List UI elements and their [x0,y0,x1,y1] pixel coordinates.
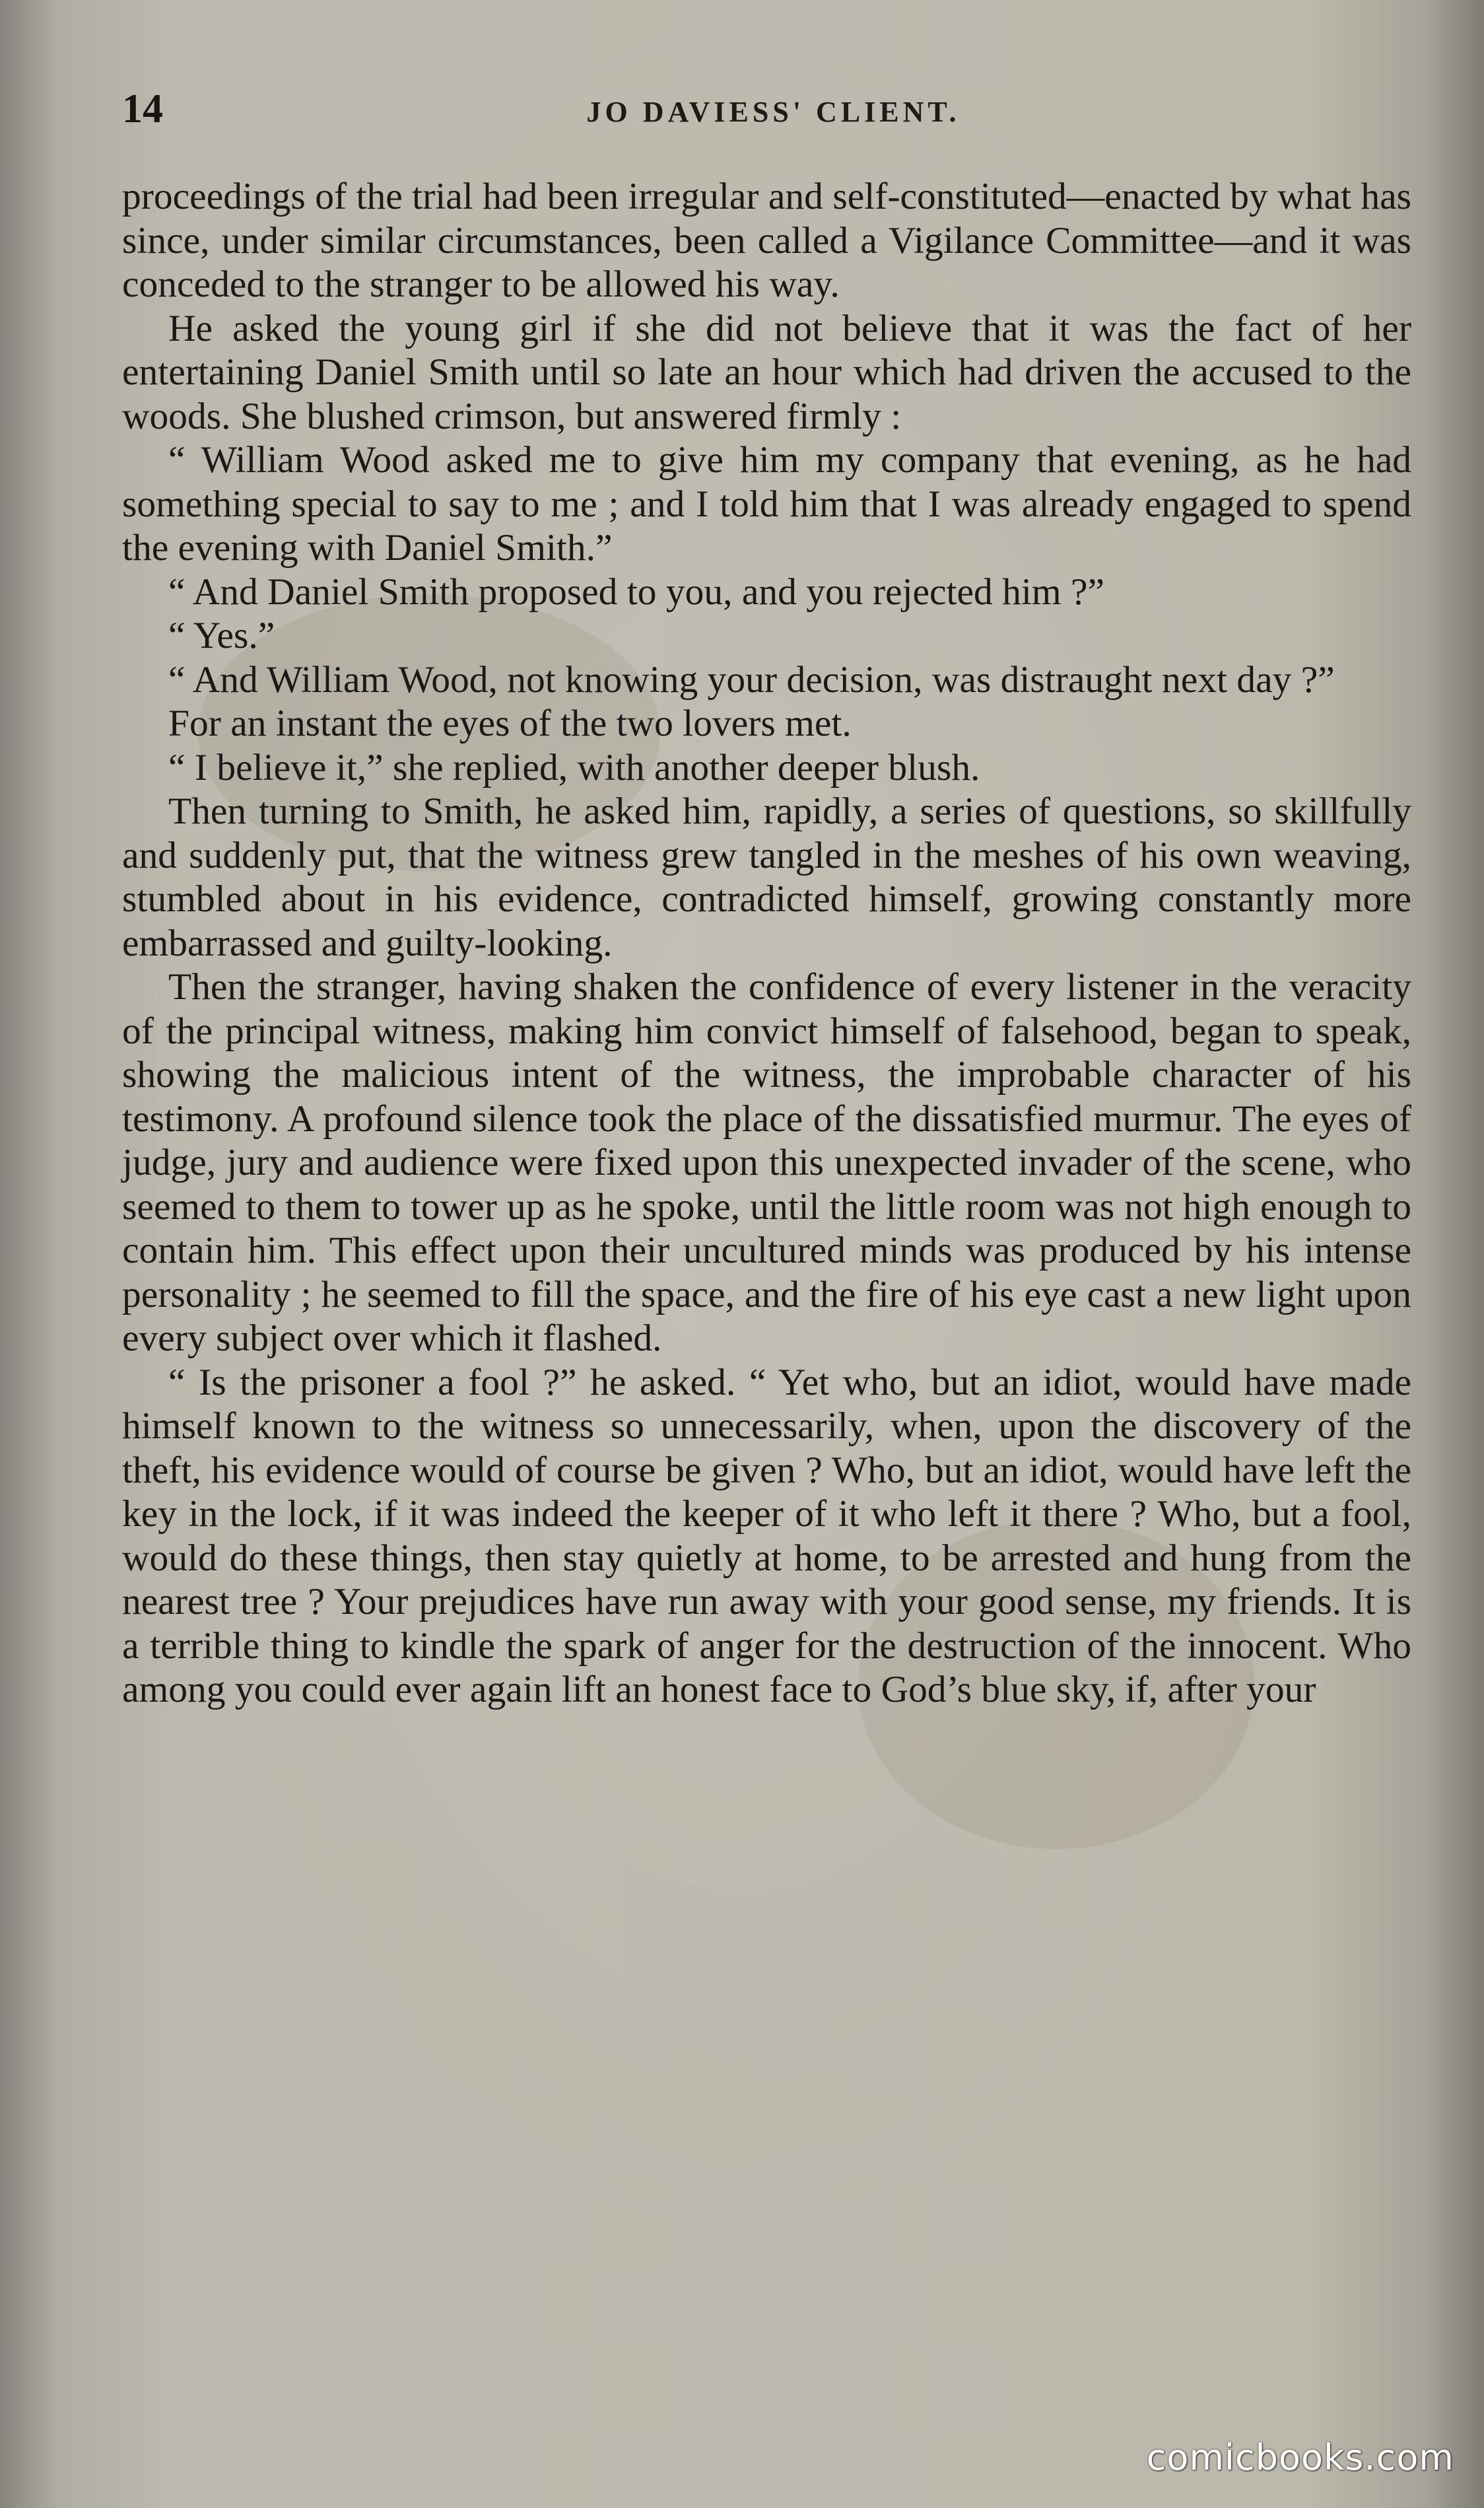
watermark: comicbooks.com [1146,2437,1454,2478]
body-text [122,175,1411,1712]
paragraph: “ William Wood asked me to give him my company that evening, as he had something special to say to me ; and I told him that I was already engaged to spend the evening with Daniel Smith.” [122,439,1411,569]
paragraph: “ I believe it,” she replied, with another deeper blush. [168,746,980,788]
paragraph: Then turning to Smith, he asked him, rapidly, a series of questions, so skillfully and suddenly put, that the witness grew tangled in the meshes of his own weaving, stumbled about in his evidence, contradicted himself, growing constantly more embarrassed and guilty-looking. [122,790,1411,964]
paragraph: Then the stranger, having shaken the confidence of every listener in the veracity of the principal witness, making him convict himself of falsehood, began to speak, showing the malicious intent of the witness, the improbable character of his testimony. A profound silence took the place of the dissatisfied murmur. The eyes of judge, jury and audience were fixed upon this unexpected invader of the scene, who seemed to them to tower up as he spoke, until the little room was not high enough to contain him. This effect upon their uncultured minds was produced by his intense personality ; he seemed to fill the space, and the fire of his eye cast a new light upon every subject over which it flashed. [122,966,1411,1359]
paragraph: “ And William Wood, not knowing your decision, was distraught next day ?” [168,658,1335,701]
running-head: JO DAVIESS' CLIENT. [586,96,961,128]
page-header [122,86,1398,145]
paragraph: “ Yes.” [168,615,275,656]
page-number: 14 [122,87,163,131]
paragraph: proceedings of the trial had been irregular and self-constituted—enacted by what has since, under similar circumstances, been called a Vigilance Committee—and it was conceded to the stranger to be allowed his way. [122,176,1411,305]
paragraph: For an instant the eyes of the two lovers met. [168,703,852,744]
paragraph: He asked the young girl if she did not believe that it was the fact of her entertaining Daniel Smith until so late an hour which had driven the accused to the woods. She blushed crimson, but answered firmly : [122,307,1411,437]
paragraph: “ And Daniel Smith proposed to you, and you rejected him ?” [168,571,1105,613]
paragraph: “ Is the prisoner a fool ?” he asked. “ Yet who, but an idiot, would have made himself known to the witness so unnecessarily, when, upon the discovery of the theft, his evidence would of course be given ? Who, but an idiot, would have left the key in the lock, if it was indeed the keeper of it who left it there ? Who, but a fool, would do these things, then stay quietly at home, to be arrested and hung from the nearest tree ? Your prejudices have run away with your good sense, my friends. It is a terrible thing to kindle the spark of anger for the destruction of the innocent. Who among you could ever again lift an honest face to God’s blue sky, if, after your [122,1361,1411,1710]
